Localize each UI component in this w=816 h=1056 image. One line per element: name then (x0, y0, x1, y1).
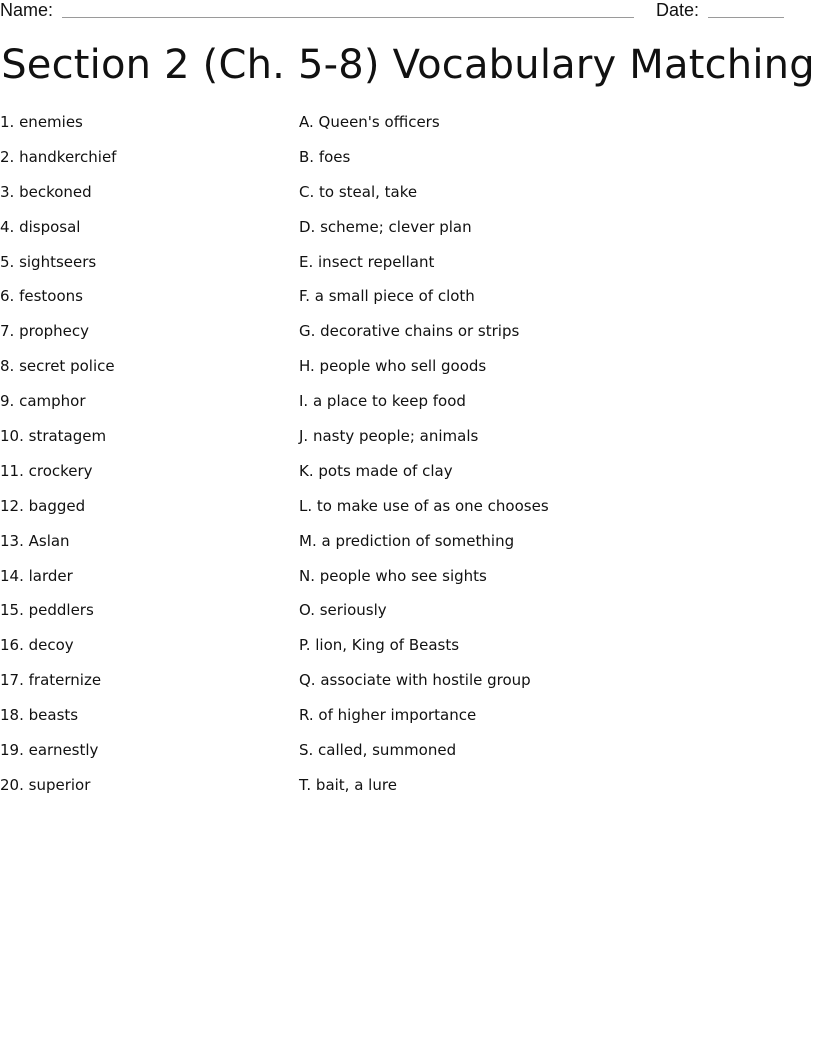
term-item: 7. prophecy (0, 322, 89, 341)
definition-item: J. nasty people; animals (299, 427, 479, 446)
definition-item: D. scheme; clever plan (299, 217, 472, 236)
definition-item: A. Queen's officers (299, 113, 440, 131)
term-item: 10. stratagem (0, 427, 107, 446)
definition-item: M. a prediction of something (299, 531, 515, 550)
term-item: 3. beckoned (0, 182, 92, 201)
term-item: 16. decoy (0, 636, 74, 655)
date-blank-line (708, 17, 784, 18)
definition-item: Q. associate with hostile group (299, 671, 531, 690)
definition-item: I. a place to keep food (299, 392, 466, 411)
term-item: 6. festoons (0, 287, 83, 306)
definition-item: N. people who see sights (299, 566, 487, 585)
term-item: 1. enemies (0, 113, 83, 131)
term-item: 11. crockery (0, 461, 93, 480)
definition-item: L. to make use of as one chooses (299, 496, 549, 515)
definition-item: C. to steal, take (299, 182, 418, 201)
terms-list (0, 110, 116, 808)
definition-item: E. insect repellant (299, 252, 435, 271)
definition-item: S. called, summoned (299, 741, 457, 760)
term-item: 8. secret police (0, 357, 115, 376)
definition-item: H. people who sell goods (299, 357, 487, 376)
definition-item: O. seriously (299, 601, 387, 620)
definition-item: T. bait, a lure (299, 775, 397, 794)
page-title: Section 2 (Ch. 5-8) Vocabulary Matching (1, 42, 815, 88)
term-item: 4. disposal (0, 217, 81, 236)
term-item: 12. bagged (0, 496, 86, 515)
worksheet-header (0, 0, 816, 22)
name-label: Name: (0, 0, 54, 20)
definition-item: P. lion, King of Beasts (299, 636, 460, 655)
term-item: 9. camphor (0, 392, 86, 411)
term-item: 17. fraternize (0, 671, 102, 690)
term-item: 5. sightseers (0, 252, 97, 271)
date-label: Date: (656, 0, 700, 20)
term-item: 13. Aslan (0, 531, 70, 550)
definition-item: G. decorative chains or strips (299, 322, 520, 341)
term-item: 15. peddlers (0, 601, 94, 620)
definition-item: K. pots made of clay (299, 461, 453, 480)
definitions-list (299, 110, 549, 808)
definition-item: F. a small piece of cloth (299, 287, 475, 306)
definition-item: R. of higher importance (299, 706, 477, 725)
term-item: 18. beasts (0, 706, 79, 725)
name-blank-line (62, 17, 634, 18)
term-item: 20. superior (0, 775, 91, 794)
definition-item: B. foes (299, 147, 351, 166)
term-item: 2. handkerchief (0, 147, 117, 166)
term-item: 14. larder (0, 566, 73, 585)
term-item: 19. earnestly (0, 741, 99, 760)
